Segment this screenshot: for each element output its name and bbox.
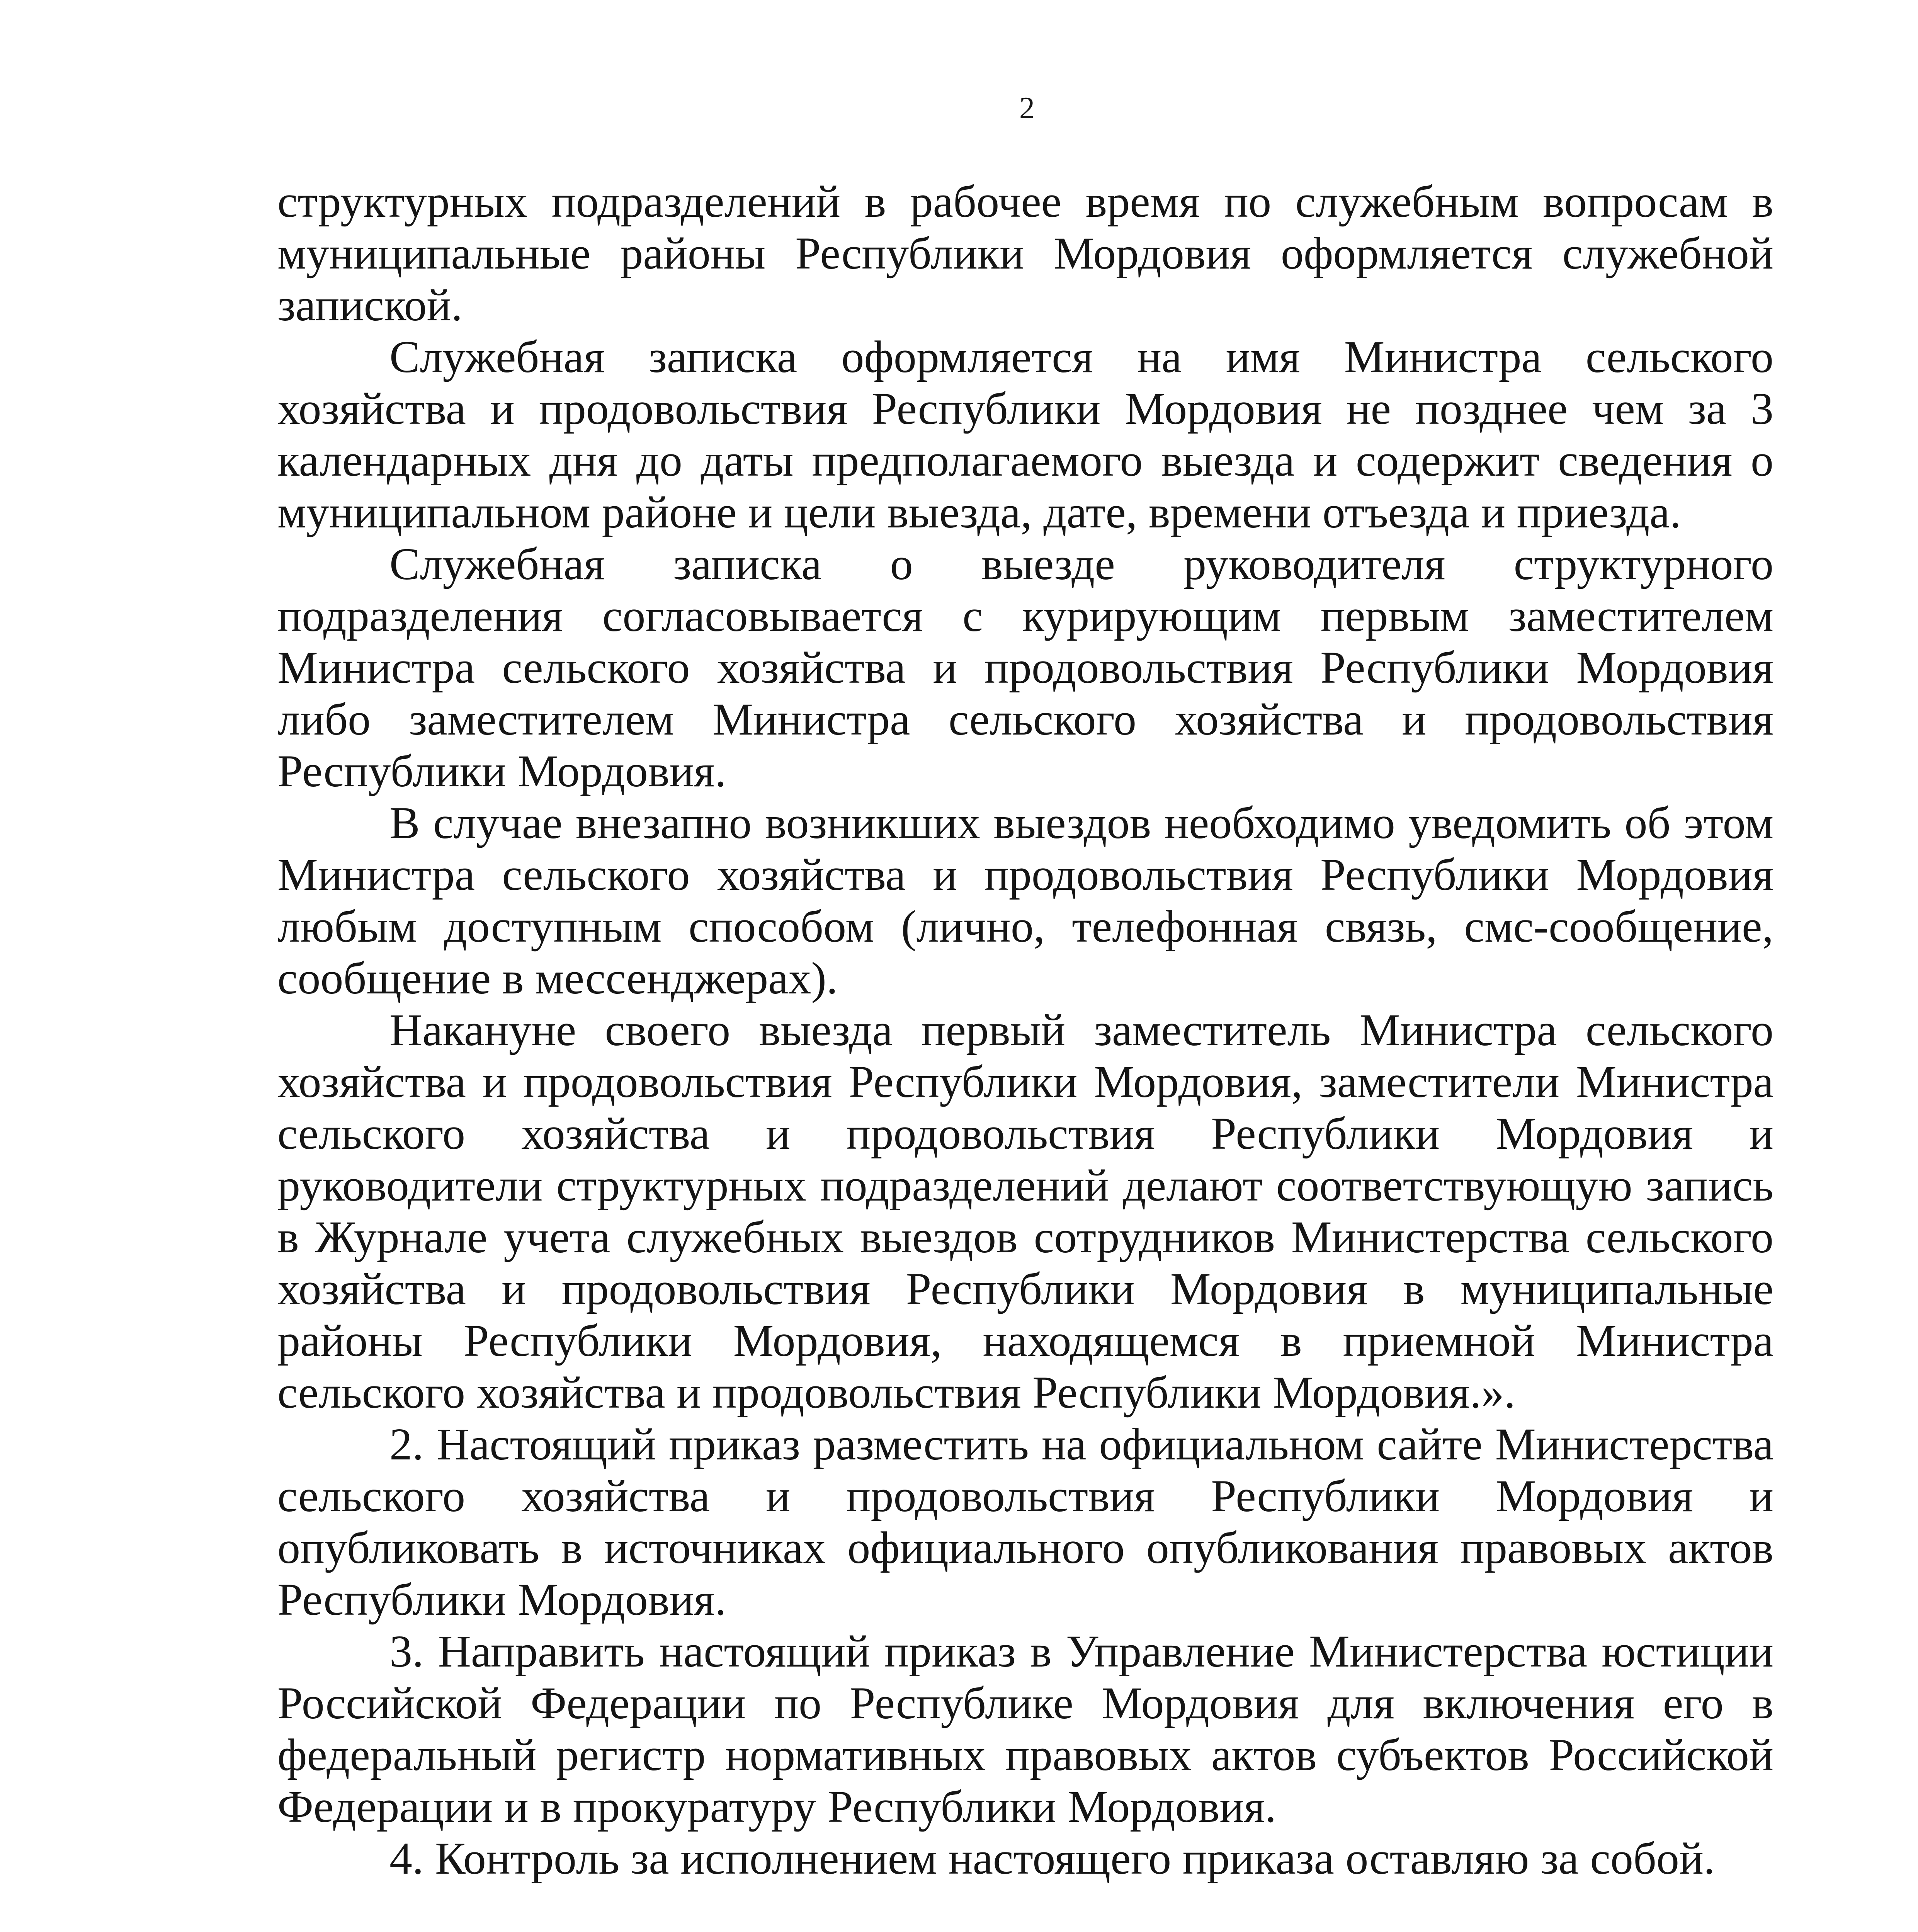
- paragraph-continuation: структурных подразделений в рабочее время по служебным вопросам в муниципальные районы Республики Мордовия оформляется служебной запиской.: [277, 176, 1773, 330]
- paragraph-journal-record: Накануне своего выезда первый заместитель Министра сельского хозяйства и продовольствия Республики Мордовия, заместители Министра сельского хозяйства и продовольствия Республики Мордовия и руководители структурных подразделений делают соответствующую запись в Журнале учета служебных выездов сотрудников Министерства сельского хозяйства и продовольствия Республики Мордовия в муниципальные районы Республики Мордовия, находящемся в приемной Министра сельского хозяйства и продовольствия Республики Мордовия.».: [277, 1005, 1773, 1418]
- paragraph-publication: 2. Настоящий приказ разместить на официальном сайте Министерства сельского хозяйства и продовольствия Республики Мордовия и опубликовать в источниках официального опубликования правовых актов Республики Мордовия.: [277, 1419, 1773, 1625]
- paragraph-memo-approval: Служебная записка о выезде руководителя структурного подразделения согласовывается с курирующим первым заместителем Министра сельского хозяйства и продовольствия Республики Мордовия либо заместителем Министра сельского хозяйства и продовольствия Республики Мордовия.: [277, 539, 1773, 796]
- document-body: [277, 176, 1773, 1884]
- paragraph-registry: 3. Направить настоящий приказ в Управление Министерства юстиции Российской Федерации по Республике Мордовия для включения его в федеральный регистр нормативных правовых актов субъектов Российской Федерации и в прокуратуру Республики Мордовия.: [277, 1626, 1773, 1832]
- paragraph-control: 4. Контроль за исполнением настоящего приказа оставляю за собой.: [389, 1833, 1715, 1884]
- paragraph-sudden-trips: В случае внезапно возникших выездов необходимо уведомить об этом Министра сельского хозяйства и продовольствия Республики Мордовия любым доступным способом (лично, телефонная связь, смс-сообщение, сообщение в мессенджерах).: [277, 798, 1773, 1003]
- page-number: 2: [1019, 91, 1035, 125]
- paragraph-memo-addressee: Служебная записка оформляется на имя Министра сельского хозяйства и продовольствия Республики Мордовия не позднее чем за 3 календарных дня до даты предполагаемого выезда и содержит сведения о муниципальном районе и цели выезда, дате, времени отъезда и приезда.: [277, 332, 1773, 537]
